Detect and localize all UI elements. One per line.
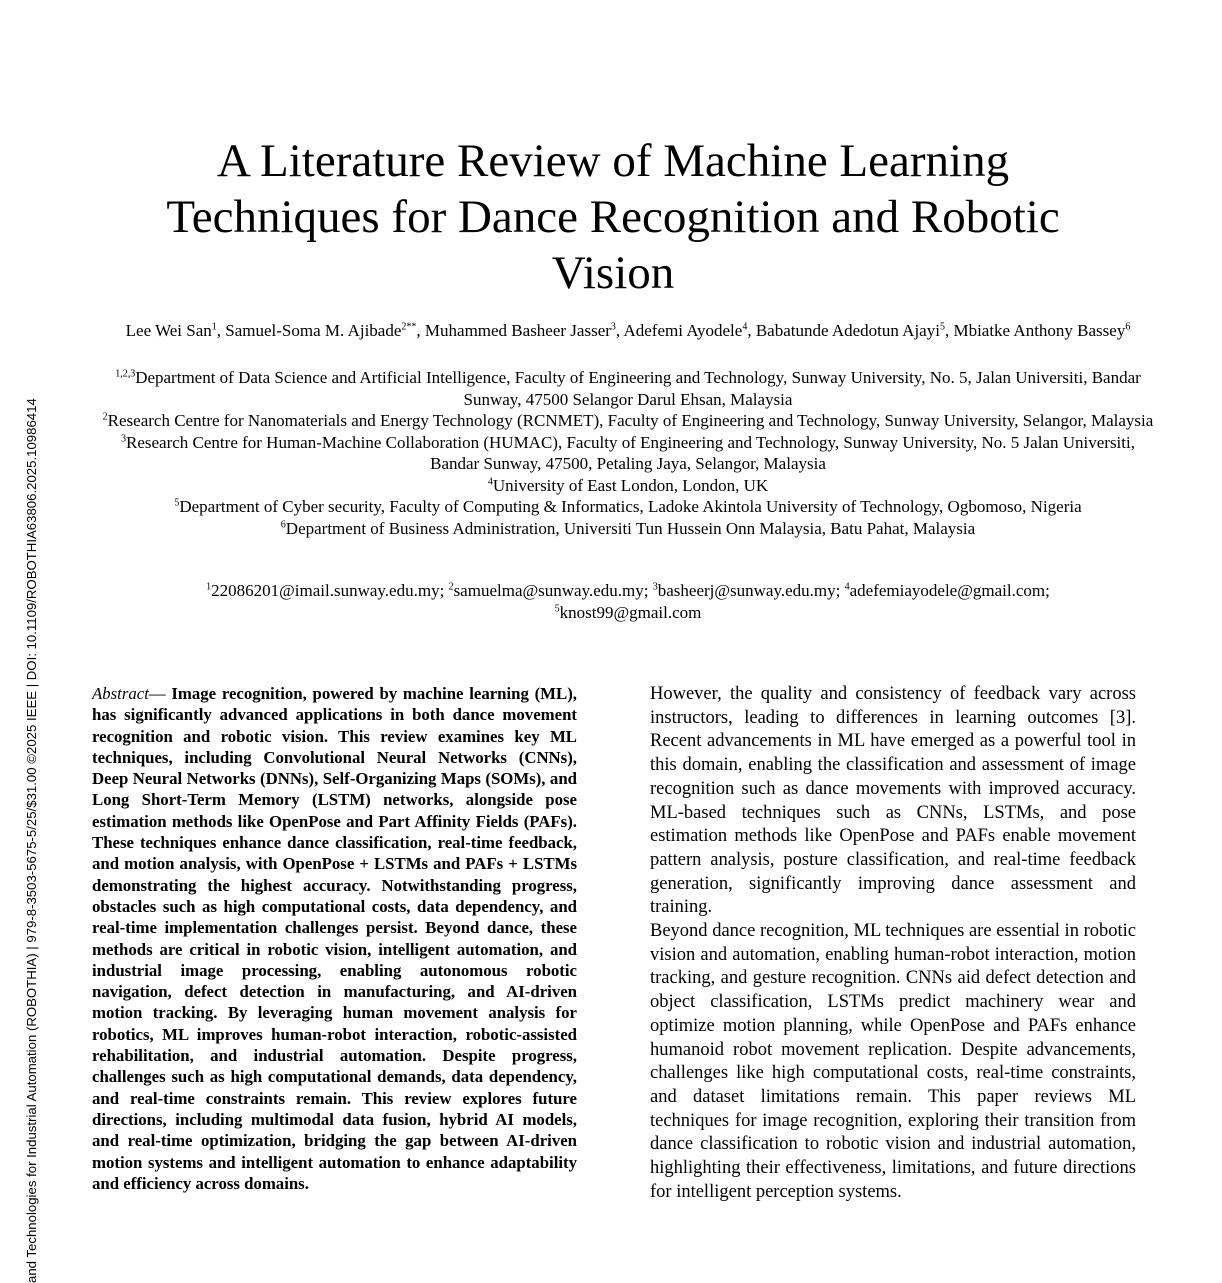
- abstract-dash: —: [148, 684, 166, 703]
- email-list: [96, 580, 1160, 623]
- body-paragraph: Beyond dance recognition, ML techniques are essential in robotic vision and automation, enabling human-robot interaction, motion tracking, and gesture recognition. CNNs aid defect detection and object classification, LSTMs predict machinery wear and optimize motion planning, while OpenPose and PAFs enhance humanoid robot movement replication. Despite advancements, challenges like high computational costs, real-time constraints, and dataset limitations remain. This paper reviews ML techniques for image recognition, exploring their transition from dance classification to robotic vision and industrial automation, highlighting their effectiveness, limitations, and future directions for intelligent perception systems.: [650, 921, 1136, 1202]
- body-column: [650, 683, 1136, 1204]
- affiliation: $^6$Department of Business Administration, Universiti Tun Hussein Onn Malaysia, Batu Pahat, Malaysia: [280, 518, 976, 538]
- body-paragraph: However, the quality and consistency of feedback vary across instructors, leading to differences in learning outcomes [3]. Recent advancements in ML have emerged as a powerful tool in this domain, enabling the classification and assessment of image recognition such as dance movements with improved accuracy. ML-based techniques such as CNNs, LSTMs, and pose estimation methods like OpenPose and PAFs enable movement pattern analysis, posture classification, and real-time feedback generation, significantly improving dance assessment and training.: [650, 684, 1136, 918]
- author-affiliation-mark: 1: [211, 321, 217, 333]
- author: Babatunde Adedotun Ajayi$^5$,: [755, 321, 954, 340]
- email: $^1$22086201@imail.sunway.edu.my;: [206, 581, 449, 600]
- email: $^2$samuelma@sunway.edu.my;: [448, 581, 653, 600]
- email: $^4$adefemiayodele@gmail.com;: [844, 581, 1050, 600]
- email: $^5$knost99@gmail.com: [554, 602, 702, 622]
- abstract-text: Image recognition, powered by machine learning (ML), has significantly advanced applications in both dance movement recognition and robotic vision. This review examines key ML techniques, including Convolutional Neural Networks (CNNs), Deep Neural Networks (DNNs), Self-Organizing Maps (SOMs), and Long Short-Term Memory (LSTM) networks, alongside pose estimation methods like OpenPose and Part Affinity Fields (PAFs). These techniques enhance dance classification, real-time feedback, and motion analysis, with OpenPose + LSTMs and PAFs + LSTMs demonstrating the highest accuracy. Notwithstanding progress, obstacles such as high computational costs, data dependency, and real-time implementation challenges persist. Beyond dance, these methods are critical in robotic vision, intelligent automation, and industrial image processing, enabling autonomous robotic navigation, defect detection in manufacturing, and AI-driven motion tracking. By leveraging human movement analysis for robotics, ML improves human-robot interaction, robotic-assisted rehabilitation, and industrial automation. Despite progress, challenges such as high computational demands, data dependency, and real-time constraints remain. This review explores future directions, including multimodal data fusion, hybrid AI models, and real-time optimization, bridging the gap between AI-driven motion systems and intelligent automation to enhance adaptability and efficiency across domains.: [92, 684, 577, 1193]
- publication-side-note: and Technologies for Industrial Automation (ROBOTHIA) | 979-8-3503-5675-5/25/$31.00 ©2025 IEEE | DOI: 10.1109/ROBOTHIA63806.2025.10986414: [24, 398, 39, 1283]
- author-affiliation-mark: 6: [1125, 321, 1131, 333]
- author-affiliation-mark: 3: [610, 321, 616, 333]
- email: $^3$basheerj@sunway.edu.my;: [652, 581, 845, 600]
- abstract: [92, 683, 577, 1194]
- author-affiliation-mark: 2**: [401, 321, 417, 333]
- author: Adefemi Ayodele$^4$,: [623, 321, 756, 340]
- affiliation-list: [96, 367, 1160, 539]
- author: Samuel-Soma M. Ajibade$^{2**}$,: [225, 321, 425, 340]
- affiliation: $^3$Research Centre for Human-Machine Collaboration (HUMAC), Faculty of Engineering and Technology, Sunway University, No. 5 Jalan Universiti, Bandar Sunway, 47500, Petaling Jaya, Selangor, Malaysia: [121, 432, 1135, 473]
- author-affiliation-mark: 5: [939, 321, 945, 333]
- paper-title: A Literature Review of Machine Learning Techniques for Dance Recognition and Robotic Vision: [166, 135, 1060, 299]
- affiliation: $^2$Research Centre for Nanomaterials and Energy Technology (RCNMET), Faculty of Engineering and Technology, Sunway University, Selangor, Malaysia: [102, 411, 1154, 430]
- author-affiliation-mark: 4: [742, 321, 748, 333]
- affiliation: $^{1,2,3}$Department of Data Science and Artificial Intelligence, Faculty of Engineering and Technology, Sunway University, No. 5, Jalan Universiti, Bandar Sunway, 47500 Selangor Darul Ehsan, Malaysia: [115, 368, 1141, 409]
- author: Lee Wei San$^1$,: [125, 321, 226, 340]
- affiliation: $^5$Department of Cyber security, Faculty of Computing & Informatics, Ladoke Akintola University of Technology, Ogbomoso, Nigeria: [174, 497, 1082, 516]
- affiliation: $^4$University of East London, London, UK: [487, 475, 769, 495]
- author: Muhammed Basheer Jasser$^3$,: [424, 321, 624, 340]
- author-list: [96, 320, 1160, 342]
- author: Mbiatke Anthony Bassey$^6$: [953, 321, 1131, 340]
- abstract-label: Abstract: [92, 684, 149, 703]
